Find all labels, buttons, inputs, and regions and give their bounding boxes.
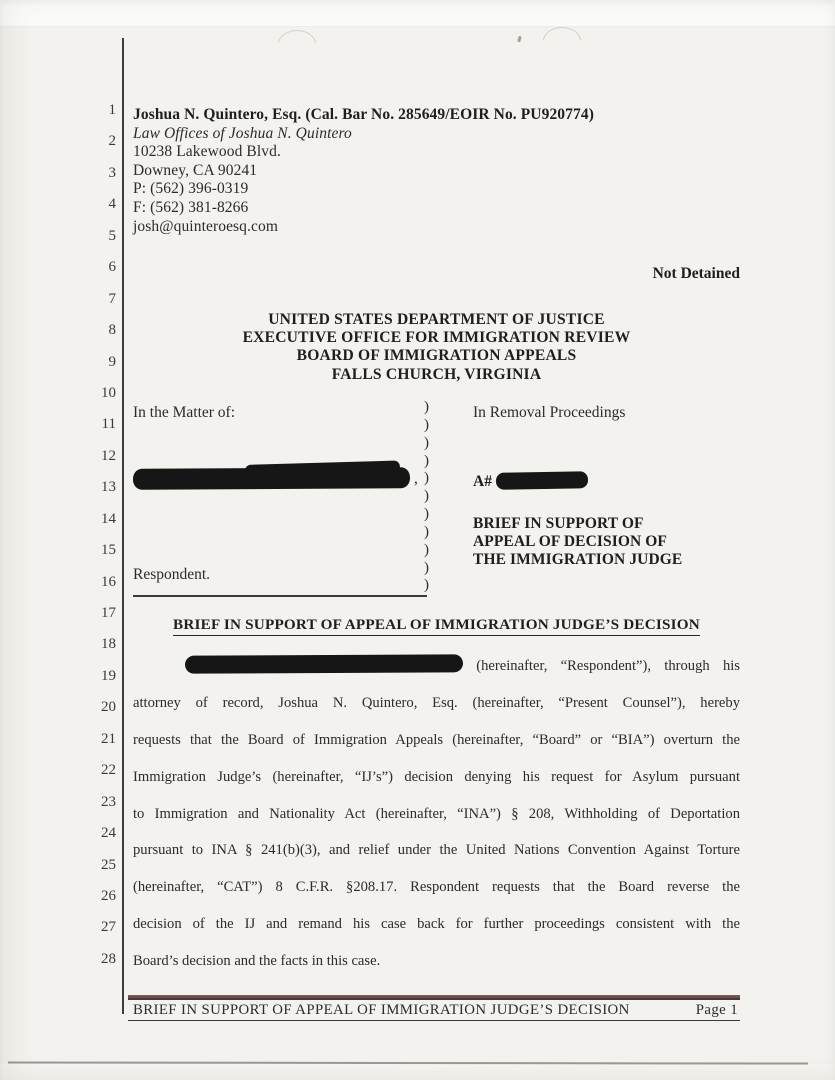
line-number: 15 (101, 542, 116, 559)
caption-paren-divider (424, 399, 429, 595)
caption-paren: ) (424, 399, 429, 415)
line-number: 22 (101, 762, 116, 779)
caption-paren: ) (424, 470, 429, 487)
line-number: 17 (101, 605, 116, 621)
footer-text-row (128, 1000, 740, 1021)
body-continuation (133, 685, 740, 980)
line-number: 5 (108, 227, 116, 244)
line-number: 9 (108, 353, 116, 370)
case-caption (133, 398, 740, 610)
line-number: 4 (108, 196, 116, 213)
body-text-line: decision of the IJ and remand his case back for further proceedings consistent with the (133, 916, 740, 933)
line-number: 21 (101, 730, 116, 747)
caption-paren: ) (424, 541, 429, 558)
body-first-line-text: (hereinafter, “Respondent”), through his (476, 658, 740, 674)
body-text-line: Board’s decision and the facts in this case. (133, 953, 381, 970)
line-number: 11 (101, 416, 116, 433)
caption-paren: ) (424, 523, 429, 540)
footer-page-number: Page 1 (695, 1002, 738, 1018)
line-number: 20 (101, 699, 116, 716)
body-paragraph (133, 648, 740, 980)
line-number: 10 (101, 384, 116, 401)
body-text-line: attorney of record, Joshua N. Quintero, Esq. (hereinafter, “Present Counsel”), hereby (133, 694, 740, 711)
a-number-row (473, 472, 588, 491)
attorney-email: josh@quinteroesq.com (133, 217, 278, 235)
brief-title-line: THE IMMIGRATION JUDGE (473, 551, 683, 569)
caption-paren: ) (424, 416, 429, 433)
body-text-line: to Immigration and Nationality Act (hereinafter, “INA”) § 208, Withholding of Deportation (133, 805, 740, 822)
caption-paren: ) (424, 434, 429, 451)
caption-underline (133, 595, 427, 597)
line-number: 3 (108, 164, 116, 181)
document-content (133, 0, 740, 1080)
body-name-redaction-bar (185, 654, 463, 673)
pleading-margin-rule (122, 38, 124, 1014)
body-text-line: requests that the Board of Immigration Appeals (hereinafter, “Board” or “BIA”) overturn the (133, 731, 740, 748)
body-first-line (133, 648, 740, 685)
line-number: 26 (101, 887, 116, 904)
section-heading: BRIEF IN SUPPORT OF APPEAL OF IMMIGRATION JUDGE’S DECISION (173, 616, 700, 636)
attorney-street: 10238 Lakewood Blvd. (133, 143, 281, 161)
line-number: 7 (108, 290, 116, 307)
attorney-fax: F: (562) 381-8266 (133, 198, 249, 216)
brief-title-line: APPEAL OF DECISION OF (473, 533, 668, 551)
line-number: 6 (108, 259, 116, 276)
respondent-label: Respondent. (133, 566, 211, 583)
a-number-label: A# (473, 473, 492, 490)
in-the-matter-of-label: In the Matter of: (133, 404, 236, 421)
line-number: 13 (101, 479, 116, 496)
caption-paren: ) (424, 452, 429, 469)
line-number: 19 (101, 667, 116, 684)
law-firm-name: Law Offices of Joshua N. Quintero (133, 124, 352, 142)
attorney-block (133, 106, 594, 236)
caption-comma: , (414, 470, 418, 487)
section-heading-wrap (133, 616, 740, 636)
line-number: 2 (108, 133, 116, 150)
body-text-line: pursuant to INA § 241(b)(3), and relief under the United Nations Convention Against Torture (133, 842, 740, 859)
line-number: 27 (101, 919, 116, 936)
detention-status-label: Not Detained (652, 265, 740, 282)
line-number: 23 (101, 793, 116, 810)
line-number: 28 (101, 950, 116, 967)
line-number: 1 (108, 102, 116, 118)
pleading-line-numbers (0, 102, 116, 982)
court-heading (133, 311, 740, 384)
line-number: 24 (101, 825, 116, 842)
brief-title-block (473, 515, 682, 570)
attorney-name: Joshua N. Quintero, Esq. (Cal. Bar No. 285649/EOIR No. PU920774) (133, 106, 594, 123)
court-heading-line: BOARD OF IMMIGRATION APPEALS (296, 347, 577, 365)
brief-title-line: BRIEF IN SUPPORT OF (473, 515, 644, 532)
line-number: 18 (101, 636, 116, 653)
court-heading-line: EXECUTIVE OFFICE FOR IMMIGRATION REVIEW (242, 329, 631, 347)
line-number: 16 (101, 573, 116, 590)
court-heading-line: UNITED STATES DEPARTMENT OF JUSTICE (268, 311, 605, 328)
caption-paren: ) (424, 577, 429, 594)
attorney-city: Downey, CA 90241 (133, 161, 258, 179)
removal-proceedings-label: In Removal Proceedings (473, 404, 626, 421)
line-number: 12 (101, 447, 116, 464)
a-number-redaction-bar (496, 471, 588, 490)
respondent-name-redaction-bar (133, 467, 410, 490)
caption-paren: ) (424, 488, 429, 505)
line-number: 8 (108, 322, 116, 339)
attorney-phone: P: (562) 396-0319 (133, 180, 249, 198)
line-number: 14 (101, 510, 116, 527)
caption-paren: ) (424, 506, 429, 523)
body-text-line: (hereinafter, “CAT”) 8 C.F.R. §208.17. Respondent requests that the Board reverse the (133, 879, 740, 896)
footer-title: BRIEF IN SUPPORT OF APPEAL OF IMMIGRATION JUDGE’S DECISION (133, 1002, 630, 1018)
line-number: 25 (101, 856, 116, 873)
caption-paren: ) (424, 559, 429, 576)
court-heading-line: FALLS CHURCH, VIRGINIA (331, 365, 542, 383)
body-text-line: Immigration Judge’s (hereinafter, “IJ’s”) decision denying his request for Asylum pursuant (133, 768, 740, 785)
page-footer (128, 995, 740, 1021)
